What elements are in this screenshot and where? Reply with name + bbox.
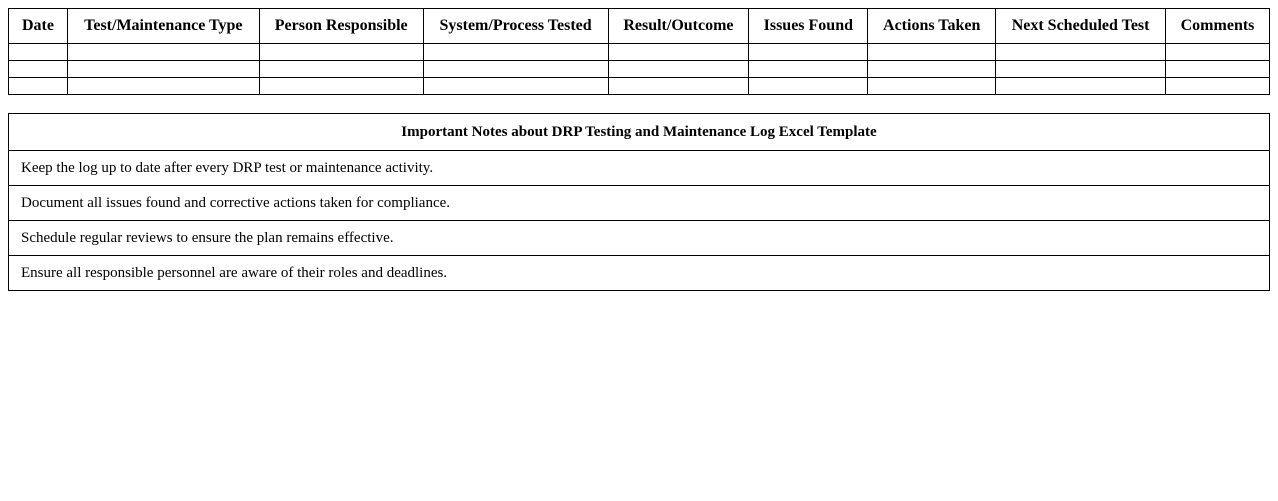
table-cell[interactable] (1166, 61, 1270, 78)
table-cell[interactable] (608, 78, 749, 95)
table-cell[interactable] (868, 61, 996, 78)
note-item: Ensure all responsible personnel are aware of their roles and deadlines. (9, 256, 1270, 291)
column-header-system-process-tested: System/Process Tested (423, 9, 608, 44)
column-header-issues-found: Issues Found (749, 9, 868, 44)
table-cell[interactable] (868, 44, 996, 61)
note-row (9, 151, 1270, 186)
table-cell[interactable] (749, 61, 868, 78)
table-cell[interactable] (259, 61, 423, 78)
table-row (9, 44, 1270, 61)
drp-log-table (8, 8, 1270, 95)
important-notes-table (8, 113, 1270, 291)
table-cell[interactable] (1166, 78, 1270, 95)
table-cell[interactable] (423, 78, 608, 95)
table-cell[interactable] (996, 44, 1166, 61)
table-row (9, 61, 1270, 78)
note-item: Document all issues found and corrective actions taken for compliance. (9, 186, 1270, 221)
table-cell[interactable] (868, 78, 996, 95)
note-row (9, 186, 1270, 221)
note-item: Keep the log up to date after every DRP test or maintenance activity. (9, 151, 1270, 186)
table-row (9, 78, 1270, 95)
log-header-row (9, 9, 1270, 44)
table-cell[interactable] (996, 78, 1166, 95)
table-cell[interactable] (259, 78, 423, 95)
table-cell[interactable] (9, 44, 68, 61)
column-header-comments: Comments (1166, 9, 1270, 44)
column-header-next-scheduled-test: Next Scheduled Test (996, 9, 1166, 44)
note-row (9, 256, 1270, 291)
table-cell[interactable] (749, 44, 868, 61)
table-cell[interactable] (1166, 44, 1270, 61)
notes-header-row (9, 114, 1270, 151)
table-cell[interactable] (749, 78, 868, 95)
table-cell[interactable] (9, 78, 68, 95)
note-item: Schedule regular reviews to ensure the plan remains effective. (9, 221, 1270, 256)
table-cell[interactable] (9, 61, 68, 78)
table-cell[interactable] (423, 44, 608, 61)
column-header-test-maintenance-type: Test/Maintenance Type (67, 9, 259, 44)
column-header-result-outcome: Result/Outcome (608, 9, 749, 44)
table-cell[interactable] (67, 78, 259, 95)
table-cell[interactable] (996, 61, 1166, 78)
column-header-person-responsible: Person Responsible (259, 9, 423, 44)
column-header-actions-taken: Actions Taken (868, 9, 996, 44)
column-header-date: Date (9, 9, 68, 44)
note-row (9, 221, 1270, 256)
table-cell[interactable] (423, 61, 608, 78)
notes-title: Important Notes about DRP Testing and Maintenance Log Excel Template (9, 114, 1270, 151)
table-cell[interactable] (608, 61, 749, 78)
table-cell[interactable] (67, 61, 259, 78)
table-cell[interactable] (259, 44, 423, 61)
table-cell[interactable] (67, 44, 259, 61)
table-cell[interactable] (608, 44, 749, 61)
